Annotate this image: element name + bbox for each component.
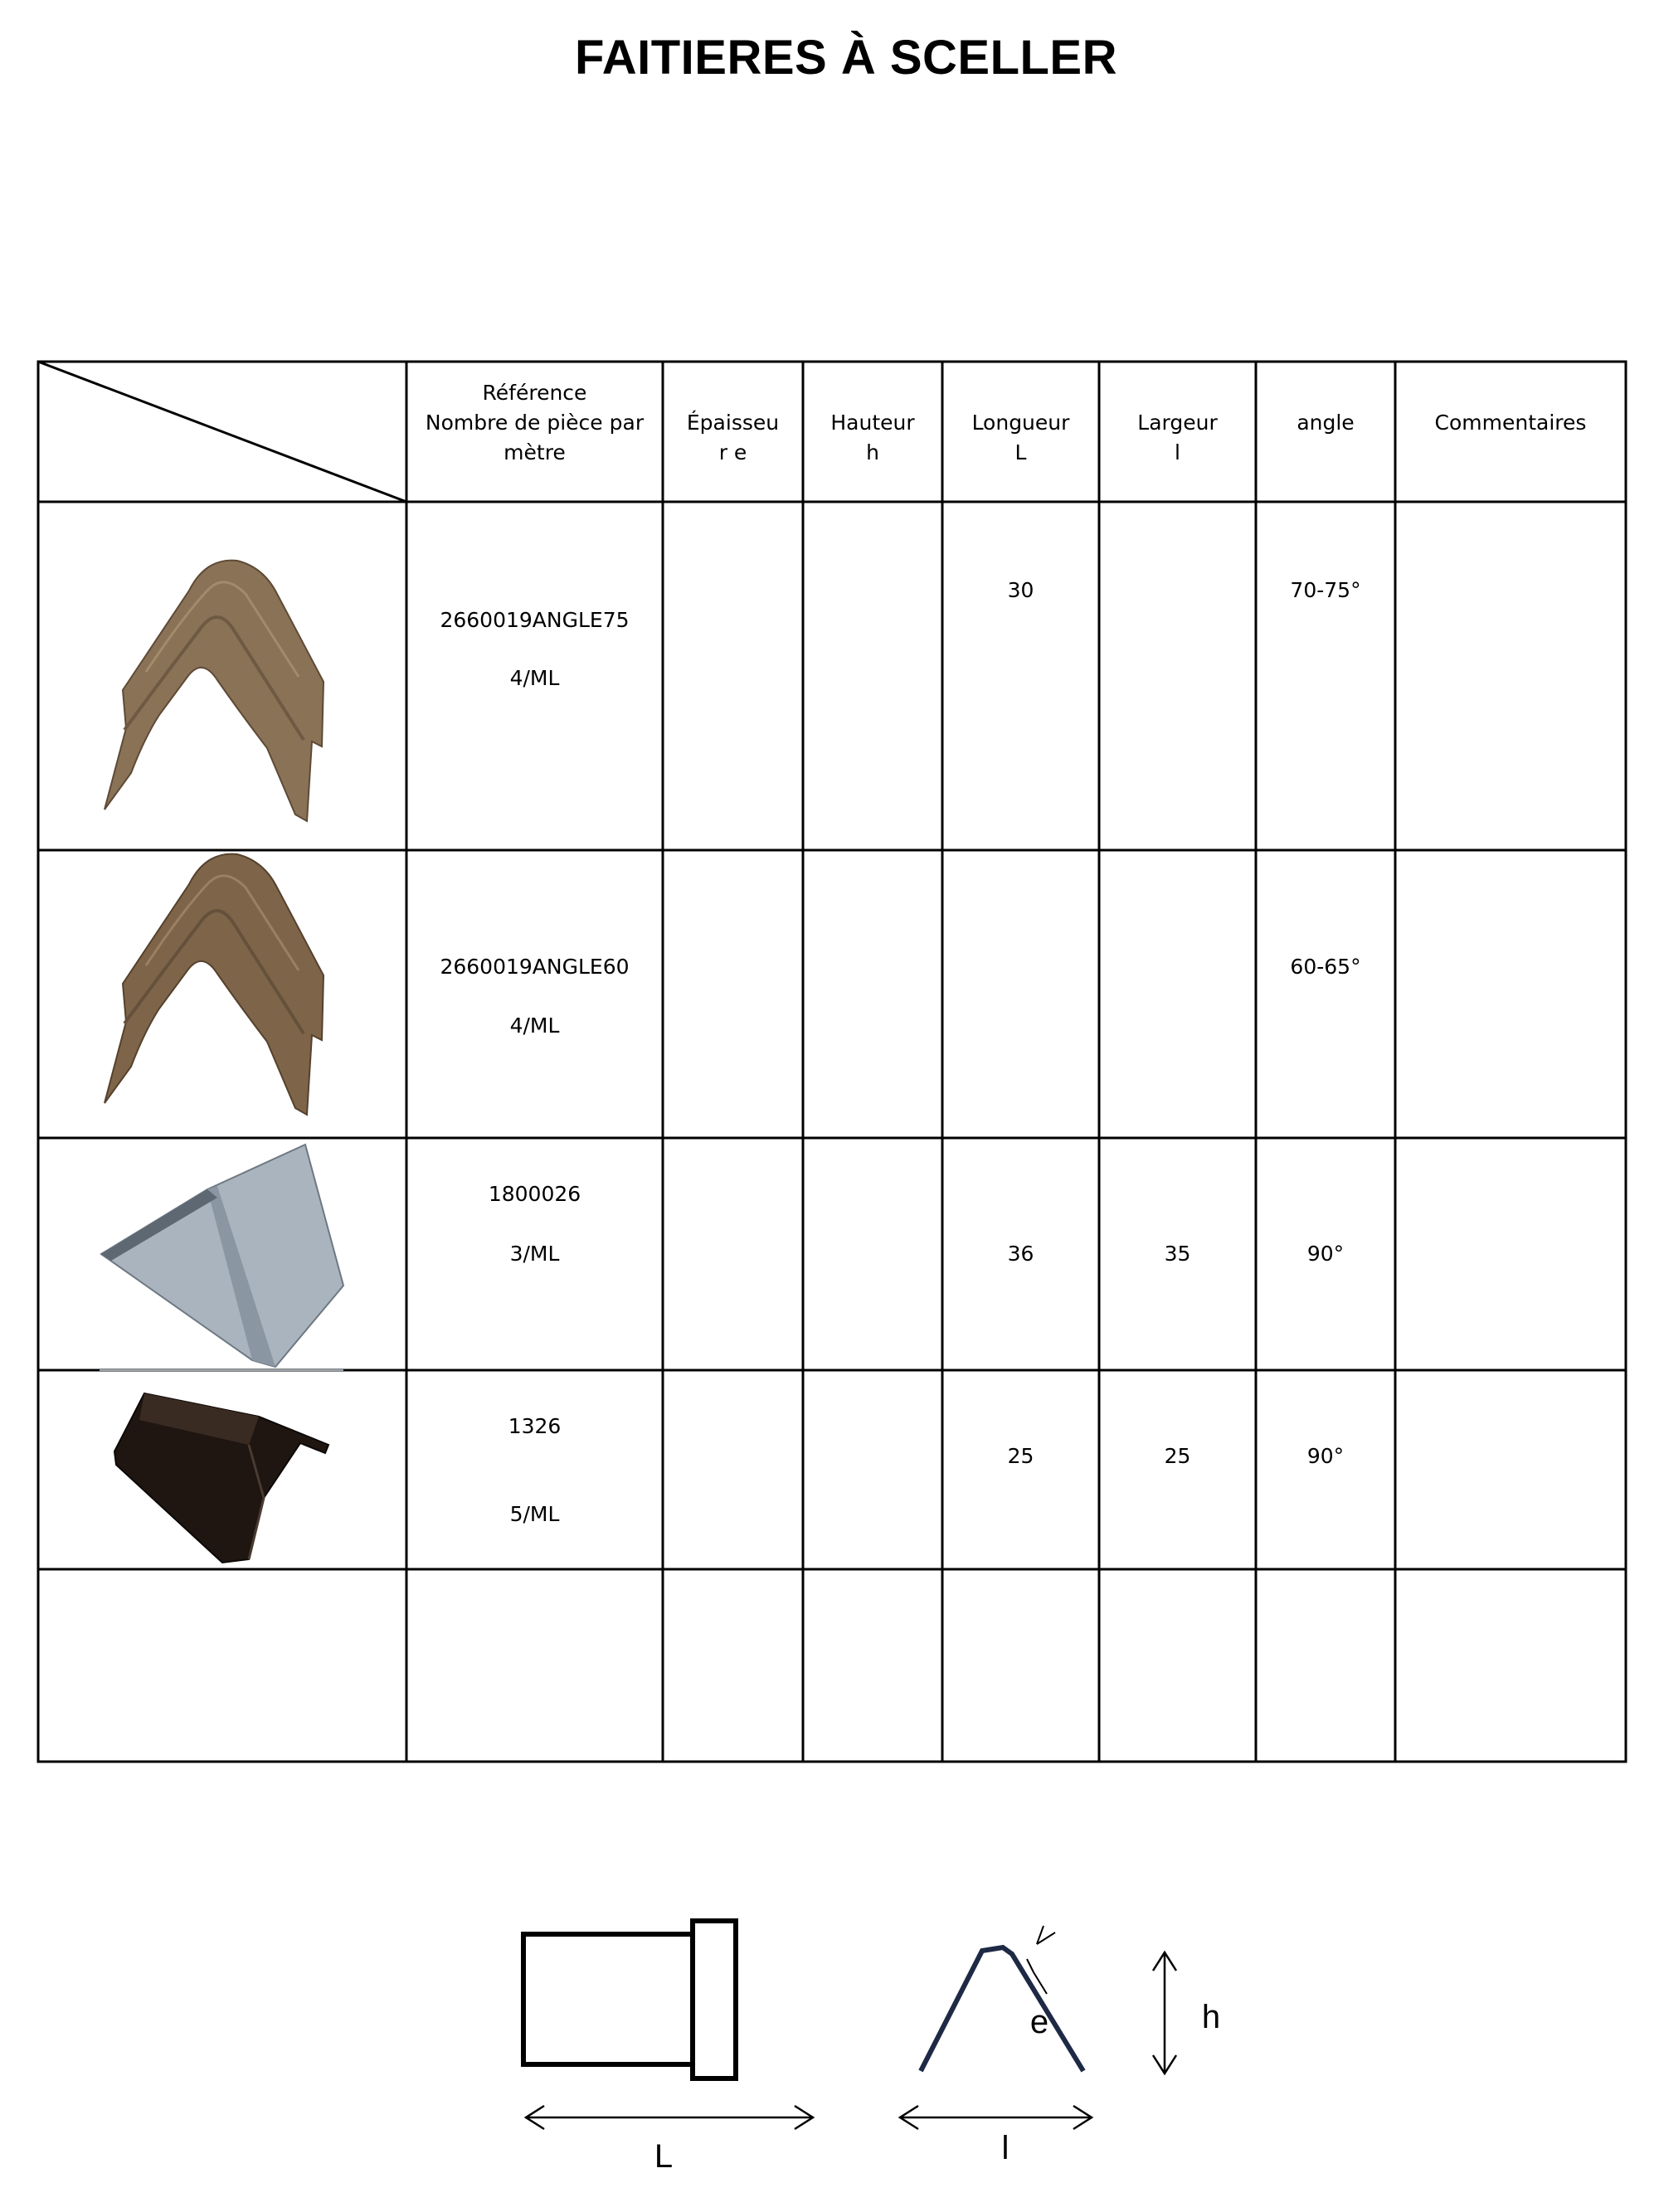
row3-pieces: 3/ML bbox=[509, 1242, 560, 1266]
row1-reference: 2660019ANGLE75 bbox=[440, 608, 630, 632]
row2-angle: 60-65° bbox=[1290, 955, 1361, 979]
row3-reference: 1800026 bbox=[488, 1182, 581, 1206]
length-diagram bbox=[523, 1921, 736, 2078]
row4-longueur: 25 bbox=[1007, 1444, 1034, 1468]
header-reference: Référence Nombre de pièce par mètre bbox=[425, 381, 645, 464]
row4-pieces: 5/ML bbox=[509, 1502, 560, 1526]
header-largeur: Largeur l bbox=[1137, 411, 1218, 464]
grey-ridge-tile-icon bbox=[100, 1145, 343, 1370]
row4-angle: 90° bbox=[1306, 1444, 1345, 1468]
width-arrow bbox=[900, 2106, 1092, 2129]
height-label: h bbox=[1201, 1999, 1221, 2035]
ridge-profile-diagram bbox=[921, 1947, 1083, 2071]
height-arrow bbox=[1153, 1952, 1176, 2073]
header-commentaires: Commentaires bbox=[1434, 411, 1587, 435]
row3-angle: 90° bbox=[1306, 1242, 1345, 1266]
row2-pieces: 4/ML bbox=[509, 1014, 560, 1038]
header-corner-diagonal bbox=[38, 362, 406, 502]
header-epaisseur: Épaisseu r e bbox=[686, 411, 780, 464]
row1-pieces: 4/ML bbox=[509, 666, 560, 690]
row1-angle: 70-75° bbox=[1290, 578, 1361, 602]
page-title: FAITIERES À SCELLER bbox=[574, 31, 1117, 85]
black-ridge-tile-icon bbox=[114, 1393, 328, 1563]
length-label: L bbox=[654, 2138, 674, 2175]
row4-reference: 1326 bbox=[508, 1414, 562, 1438]
length-arrow bbox=[526, 2106, 813, 2129]
width-label: l bbox=[1001, 2130, 1010, 2166]
thickness-label: e bbox=[1029, 2004, 1049, 2040]
row1-longueur: 30 bbox=[1007, 578, 1034, 602]
header-angle: angle bbox=[1297, 411, 1355, 435]
clay-ridge-tile-brown-icon bbox=[105, 561, 324, 821]
row3-longueur: 36 bbox=[1007, 1242, 1034, 1266]
clay-ridge-tile-brown-icon bbox=[105, 854, 324, 1115]
row2-reference: 2660019ANGLE60 bbox=[440, 955, 630, 979]
header-longueur: Longueur L bbox=[971, 411, 1070, 464]
header-hauteur: Hauteur h bbox=[830, 411, 915, 464]
row3-largeur: 35 bbox=[1164, 1242, 1191, 1266]
row4-largeur: 25 bbox=[1164, 1444, 1191, 1468]
